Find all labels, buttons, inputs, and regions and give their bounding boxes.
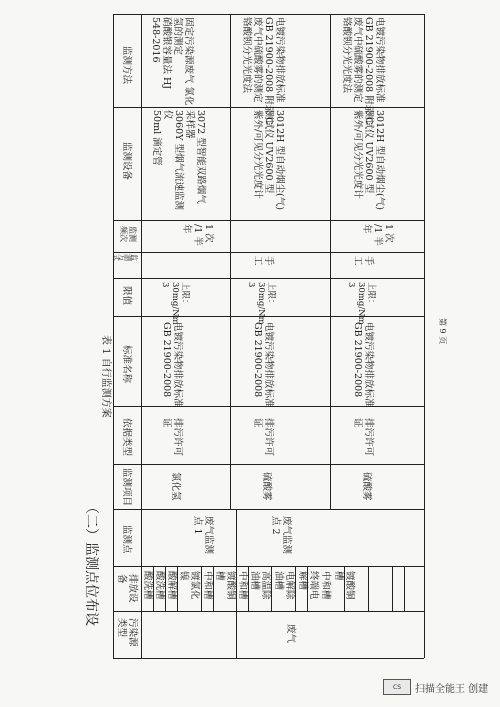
- facility-item: 电解除 油槽: [273, 571, 295, 600]
- row-line-1-2: [230, 14, 231, 509]
- row2-equipment: 3012H 型自动烟尘(气) 测试仪 UV2600 型 紫外/可见分光光度计: [252, 110, 285, 210]
- table-border-right: [424, 14, 425, 658]
- row-line-header: [141, 14, 142, 658]
- col-line-item-point: [113, 509, 424, 510]
- row2-item: 硫酸雾: [261, 472, 272, 501]
- header-basis-type: 依据类型: [121, 418, 132, 457]
- row3-method: 电镀污染物排放标准 GB 21900-2008 附录 C 废气中硫酸雾的测定 铬酸钡分光光度法: [341, 17, 385, 125]
- header-source-type: 污染源 类型: [116, 618, 138, 647]
- row2-standard: 电镀污染物排放标准 GB 21900-2008: [252, 322, 274, 408]
- row1-standard: 电镀污染物排放标准 GB 21900-2008: [161, 322, 183, 408]
- col-line-mode-limit: [113, 278, 424, 279]
- row2-method: 电镀污染物排放标准 GB 21900-2008 附录 C 废气中硫酸雾的测定 铬酸钡分光光度法: [241, 17, 285, 125]
- facility-item: 中和槽: [320, 571, 331, 600]
- header-equipment: 监测设备: [121, 142, 132, 181]
- col-line-basis-item: [113, 464, 424, 465]
- row3-standard: 电镀污染物排放标准 GB 21900-2008: [352, 322, 374, 408]
- facility-line: [392, 566, 393, 611]
- row3-limit: 上限： 30mg/Nm 3: [346, 282, 376, 325]
- row1-item: 氯化氢: [170, 472, 181, 501]
- header-method: 监测方法: [121, 46, 132, 85]
- header-item: 监测项目: [121, 468, 132, 507]
- frequency-cell: 1 次 /1 半 年: [361, 224, 394, 246]
- header-limit: 限值: [121, 286, 132, 306]
- watermark-label: 扫描全能王 创建: [415, 683, 489, 695]
- header-point: 监测点: [121, 525, 132, 554]
- facility-item: 酸洗槽: [154, 571, 165, 600]
- section-title: （二）监测点位布设: [83, 500, 99, 626]
- facility-item: 高温除 油槽: [249, 571, 271, 600]
- row-line-2-3: [330, 14, 331, 509]
- row3-equipment: 3012H 型自动烟尘(气) 测试仪 UV2600 型 紫外/可见分光光度计: [352, 110, 385, 210]
- row3-mode: 手 工: [352, 256, 374, 266]
- facility-item: 酸洗槽: [142, 571, 153, 600]
- row2-limit: 上限： 30mg/Nm 3: [246, 282, 276, 325]
- col-line-frequency-mode: [113, 252, 424, 253]
- monitoring-point-1: 废气监测 点 1: [192, 516, 214, 555]
- monitoring-point-2: 废气监测 点 2: [270, 516, 292, 555]
- row3-basis: 排污许可 证: [352, 418, 374, 457]
- camscanner-logo-icon: CS: [383, 679, 411, 695]
- facility-item: 镀酸铜 槽: [214, 571, 236, 600]
- col-line-facility-source: [113, 611, 424, 612]
- row1-limit: 上限： 30mg/Nm 3: [160, 282, 190, 325]
- table-border-bottom: [113, 658, 424, 659]
- facility-item: 镀酸铜 槽: [333, 571, 355, 600]
- header-frequency: 监测 频次: [119, 226, 137, 242]
- row3-item: 硫酸雾: [361, 472, 372, 501]
- facility-item: 酸解槽: [166, 571, 177, 600]
- table-border-left: [113, 14, 114, 658]
- table-caption: 表 1 自行监测方案: [100, 335, 111, 418]
- facility-item: 终端电 解槽: [297, 571, 319, 600]
- facility-line: [295, 566, 296, 611]
- facility-line: [368, 566, 369, 611]
- row2-basis: 排污许可 证: [252, 418, 274, 457]
- header-mode: 监 测 方 式: [112, 254, 138, 261]
- facility-item: 镀氯化 镍: [178, 571, 200, 600]
- facility-line: [271, 566, 272, 611]
- header-standard: 标准名称: [121, 345, 132, 384]
- scanner-watermark: [383, 679, 488, 695]
- frequency-cell: 1 次 /1 半 年: [181, 224, 214, 246]
- col-line-point-facility: [113, 566, 424, 567]
- col-line-equipment-frequency: [113, 220, 424, 221]
- facility-item: 中和槽: [237, 571, 248, 600]
- row1-basis: 排污许可 证: [161, 418, 183, 457]
- header-facility: 排放设 备: [116, 574, 138, 603]
- facility-line: [404, 566, 405, 611]
- table-border-top: [113, 14, 424, 15]
- row1-equipment: 3072 型智能双路烟气 采样器 3060Y 型烟气流速监测 仪 50ml 滴定管: [151, 110, 206, 210]
- source-type-cell: 废气: [285, 624, 296, 644]
- page-number: 第 9 页: [438, 318, 447, 345]
- row1-method: 固定污染源废气 氯化 氢的测定 硝酸银容量法 HJ 548-2016: [150, 17, 194, 106]
- facility-item: 中和槽: [202, 571, 213, 600]
- mode-cell: 手 工: [252, 256, 274, 266]
